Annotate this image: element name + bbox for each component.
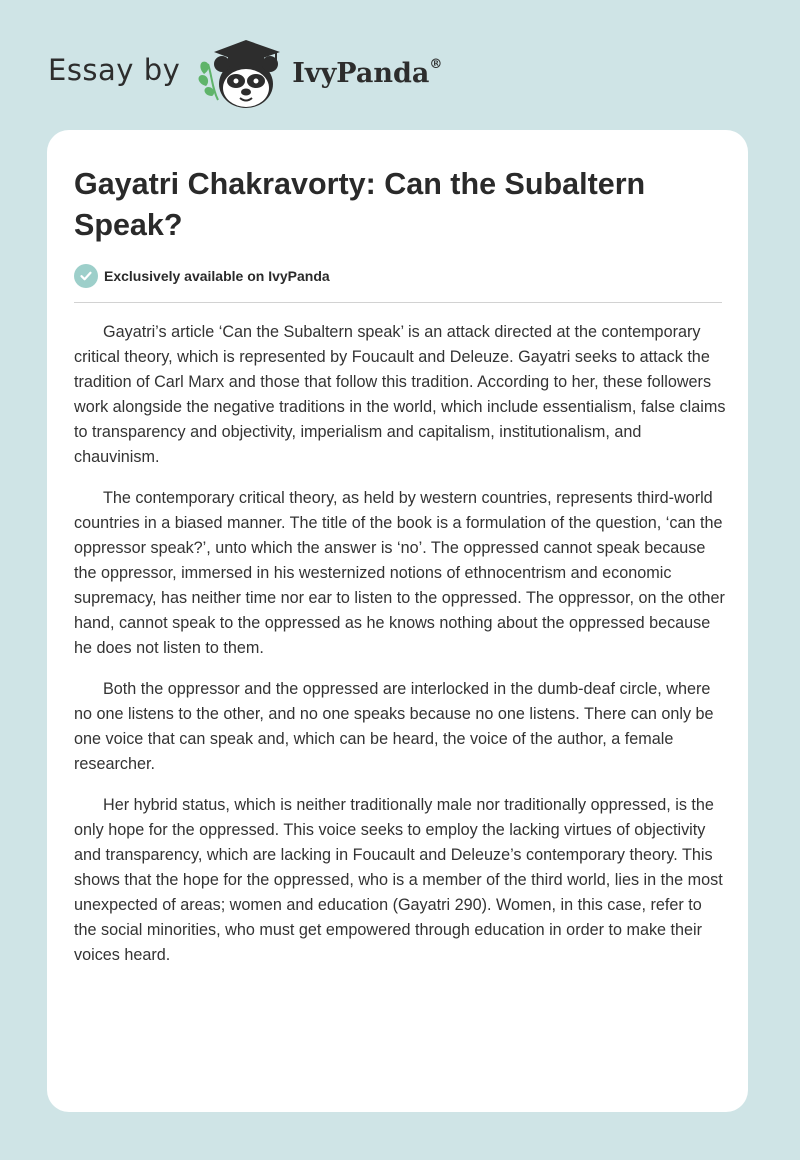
paragraph: Gayatri’s article ‘Can the Subaltern speak’ is an attack directed at the contemporary critical theory, which is represented by Foucault and Deleuze. Gayatri seeks to attack the tradition of Carl Marx and those that follow this tradition. According to her, these followers work alongside the negative traditions in the world, which include essentialism, false claims to transparency and objectivity, imperialism and capitalism, institutionalism, and chauvinism. xyxy=(74,323,726,466)
registered-mark: ® xyxy=(429,56,443,72)
paragraph: Her hybrid status, which is neither traditionally male nor traditionally oppressed, is the only hope for the oppressed. This voice seeks to employ the lacking virtues of objectivity and transparency, which are lacking in Foucault and Deleuze’s contemporary theory. This shows that the hope for the oppressed, who is a member of the third world, lies in the most unexpected of areas; women and education (Gayatri 290). Women, in this case, refer to the social minorities, who must get empowered through education in order to make their voices heard. xyxy=(74,796,723,964)
essay-by-label: Essay by xyxy=(48,53,181,87)
exclusive-label: Exclusively available on IvyPanda xyxy=(104,268,330,284)
essay-title: Gayatri Chakravorty: Can the Subaltern Speak? xyxy=(74,167,646,242)
brand-name[interactable] xyxy=(292,58,442,89)
paragraph: Both the oppressor and the oppressed are interlocked in the dumb-deaf circle, where no one listens to the other, and no one speaks because no one listens. There can only be one voice that can speak and, which can be heard, the voice of the author, a female researcher. xyxy=(74,680,714,773)
paragraph: The contemporary critical theory, as held by western countries, represents third-world countries in a biased manner. The title of the book is a formulation of the question, ‘can the oppressor speak?’, unto which the answer is ‘no’. The oppressed cannot speak because the oppressor, immersed in his westernized notions of ethnocentrism and economic supremacy, has neither time nor ear to listen to the oppressed. The oppressor, on the other hand, cannot speak to the oppressed as he knows nothing about the oppressed because he does not listen to them. xyxy=(74,489,725,657)
essay-card xyxy=(47,130,748,1112)
exclusive-badge xyxy=(74,264,330,288)
divider xyxy=(74,302,722,303)
brand-text: IvyPanda xyxy=(292,57,430,89)
check-icon xyxy=(74,264,98,288)
site-header xyxy=(48,34,442,114)
panda-graduate-logo-icon[interactable] xyxy=(194,34,290,114)
essay-body xyxy=(74,320,726,984)
